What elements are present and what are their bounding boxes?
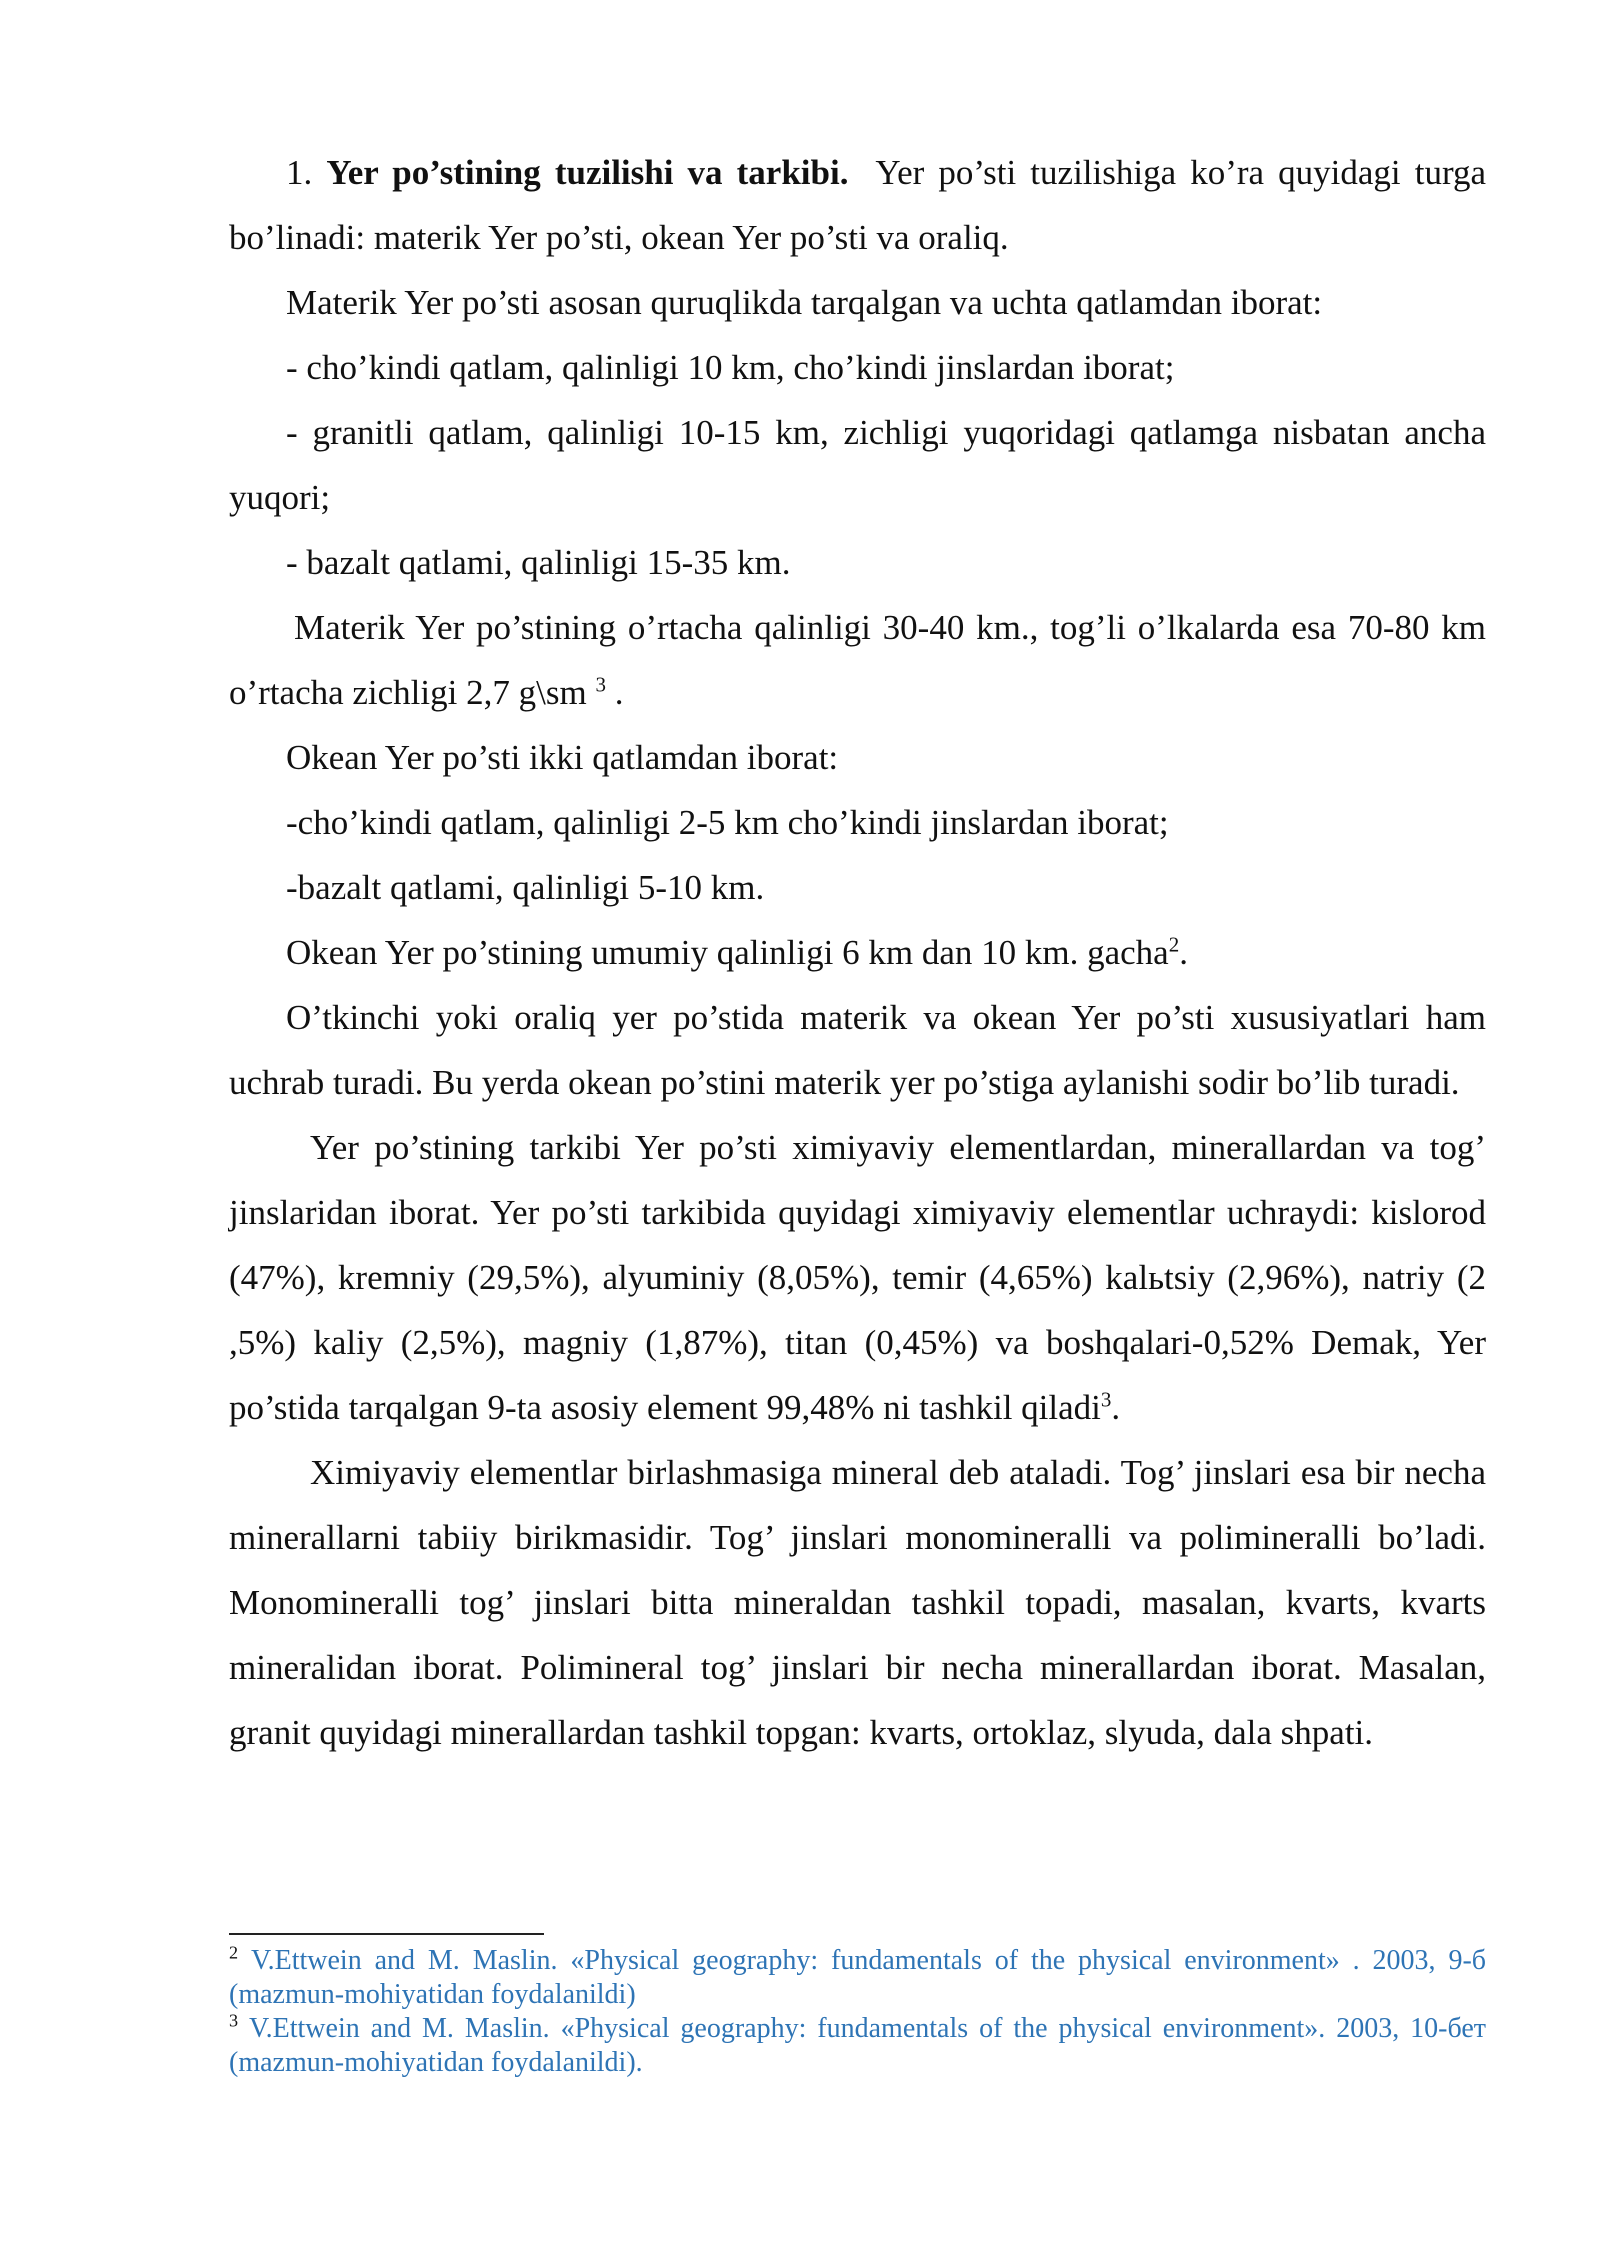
section-heading-paragraph xyxy=(229,140,1486,270)
paragraph xyxy=(229,920,1486,985)
footnotes xyxy=(229,1944,1486,2080)
paragraph-end: . xyxy=(614,673,624,712)
paragraph-text: Yer po’stining tarkibi Yer po’sti ximiyaviy elementlardan, minerallardan va tog’ jinslaridan iborat. Yer po’sti tarkibida quyidagi ximiyaviy elementlar uchraydi: kislorod (47%), kremniy (29,5%), alyuminiy (8,05%), temir (4,65%) kalьtsiy (2,96%), natriy (2 ,5%) kaliy (2,5%), magniy (1,87%), titan (0,45%) va boshqalari-0,52% Demak, Yer po’stida tarqalgan 9-ta asosiy element 99,48% ni tashkil qiladi xyxy=(229,1128,1486,1427)
paragraph: O’tkinchi yoki oraliq yer po’stida materik va okean Yer po’sti xususiyatlari ham uchrab turadi. Bu yerda okean po’stini materik yer po’stiga aylanishi sodir bo’lib turadi. xyxy=(229,998,1486,1102)
footnote-mark: 2 xyxy=(229,1942,239,1963)
list-item: - cho’kindi qatlam, qalinligi 10 km, cho’kindi jinslardan iborat; xyxy=(286,348,1175,387)
paragraph-text: Okean Yer po’stining umumiy qalinligi 6 km dan 10 km. gacha xyxy=(286,933,1169,972)
list-item: - bazalt qatlami, qalinligi 15-35 km. xyxy=(286,543,791,582)
section-title: Yer po’stining tuzilishi va tarkibi. xyxy=(326,153,849,192)
intro-text: Yer po’sti tuzilishiga ko’ra quyidagi turga bo’linadi: materik Yer po’sti, okean Yer po’sti va oraliq. xyxy=(229,153,1486,257)
footnote-text: V.Ettwein and M. Maslin. «Physical geography: fundamentals of the physical environment» . 2003, 9-б (mazmun-mohiyatidan foydalanildi) xyxy=(229,1945,1487,2010)
footnote-mark: 3 xyxy=(229,2010,239,2031)
list-item: -bazalt qatlami, qalinligi 5-10 km. xyxy=(286,868,765,907)
footnote xyxy=(229,1944,1486,2012)
list-item: - granitli qatlam, qalinligi 10-15 km, zichligi yuqoridagi qatlamga nisbatan ancha yuqori; xyxy=(229,413,1486,517)
footnote-separator xyxy=(229,1933,544,1935)
paragraph xyxy=(229,595,1486,725)
paragraph xyxy=(229,1115,1486,1440)
paragraph: Ximiyaviy elementlar birlashmasiga mineral deb ataladi. Tog’ jinslari esa bir necha minerallarni tabiiy birikmasidir. Tog’ jinslari monomineralli va polimineralli bo’ladi. Monomineralli tog’ jinslari bitta mineraldan tashkil topadi, masalan, kvarts, kvarts mineralidan iborat. Polimineral tog’ jinslari bir necha minerallardan iborat. Masalan, granit quyidagi minerallardan tashkil topgan: kvarts, ortoklaz, slyuda, dala shpati. xyxy=(229,1453,1486,1752)
section-number: 1. xyxy=(286,153,313,192)
footnote-ref: 3 xyxy=(595,672,606,697)
footnote-ref: 2 xyxy=(1168,932,1180,957)
paragraph: Okean Yer po’sti ikki qatlamdan iborat: xyxy=(286,738,839,777)
paragraph-text: Materik Yer po’stining o’rtacha qalinligi 30-40 km., tog’li o’lkalarda esa 70-80 km o’rtacha zichligi 2,7 g\sm xyxy=(229,608,1486,712)
footnote-text: V.Ettwein and M. Maslin. «Physical geography: fundamentals of the physical environment». 2003, 10-бет (mazmun-mohiyatidan foydalanildi). xyxy=(229,2013,1486,2078)
paragraph-end: . xyxy=(1111,1388,1121,1427)
paragraph-end: . xyxy=(1179,933,1188,972)
paragraph: Materik Yer po’sti asosan quruqlikda tarqalgan va uchta qatlamdan iborat: xyxy=(286,283,1323,322)
list-item: -cho’kindi qatlam, qalinligi 2-5 km cho’kindi jinslardan iborat; xyxy=(286,803,1169,842)
body-text xyxy=(229,140,1486,1765)
footnote-ref: 3 xyxy=(1100,1387,1112,1412)
footnote xyxy=(229,2012,1486,2080)
